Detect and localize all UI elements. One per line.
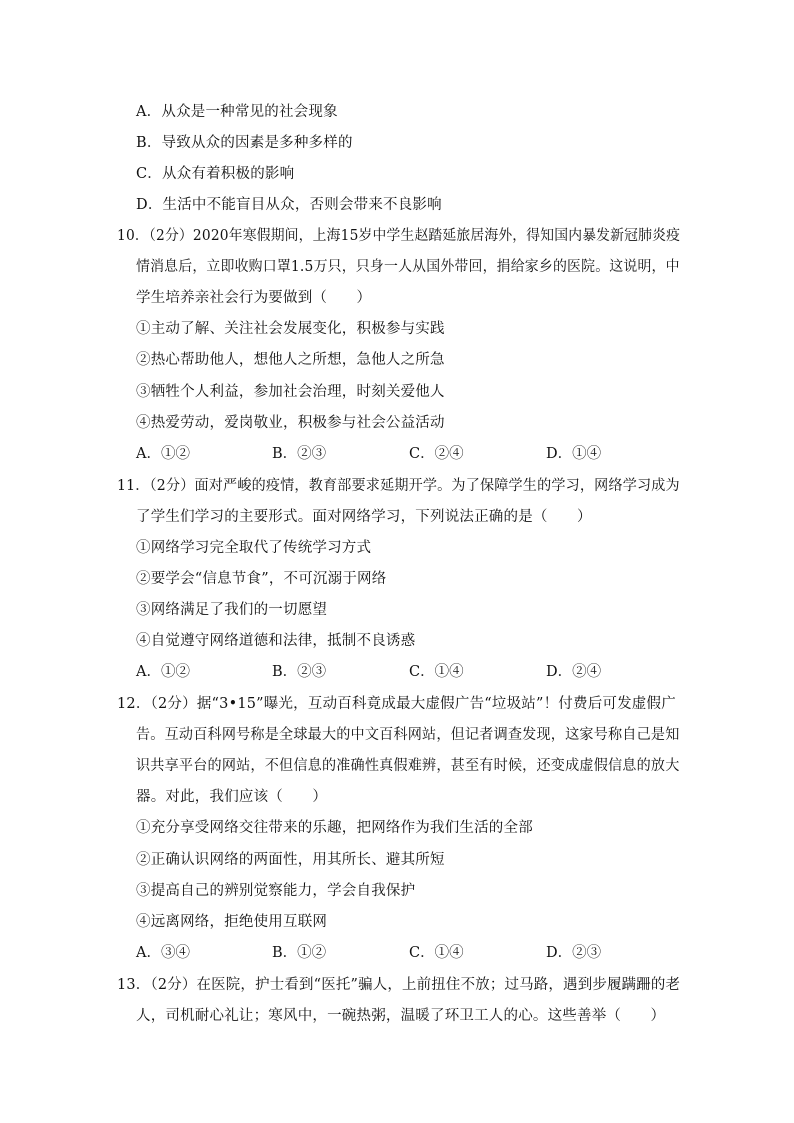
q9-option-d: D．生活中不能盲目从众，否则会带来不良影响	[136, 197, 442, 213]
q11-item-3: ③网络满足了我们的一切愿望	[136, 602, 328, 618]
q11-choice-b: B．②③	[272, 664, 327, 680]
q12-item-1: ①充分享受网络交往带来的乐趣，把网络作为我们生活的全部	[136, 820, 533, 836]
q10-stem-line-1: 10．（2分）2020年寒假期间，上海15岁中学生赵踏延旅居海外，得知国内暴发新冠肺炎疫	[117, 228, 681, 244]
q9-option-a: A．从众是一种常见的社会现象	[136, 104, 338, 120]
q11-choice-a: A．①②	[136, 664, 190, 680]
q12-choice-d: D．②③	[546, 945, 602, 961]
q11-choice-c: C．①④	[409, 664, 464, 680]
q10-choice-c: C．②④	[409, 446, 464, 462]
q11-item-2: ②要学会“信息节食”，不可沉溺于网络	[136, 571, 387, 587]
q11-stem-line-1: 11．（2分）面对严峻的疫情，教育部要求延期开学。为了保障学生的学习，网络学习成为	[117, 478, 680, 494]
q9-option-b: B．导致从众的因素是多种多样的	[136, 135, 353, 151]
q12-item-4: ④远离网络，拒绝使用互联网	[136, 914, 328, 930]
q10-choice-b: B．②③	[272, 446, 327, 462]
q12-choice-b: B．①②	[272, 945, 327, 961]
q11-item-4: ④自觉遵守网络道德和法律，抵制不良诱惑	[136, 633, 416, 649]
q10-item-1: ①主动了解、关注社会发展变化，积极参与实践	[136, 321, 445, 337]
q10-item-2: ②热心帮助他人，想他人之所想，急他人之所急	[136, 352, 445, 368]
q12-stem-line-3: 识共享平台的网站，不但信息的准确性真假难辨，甚至有时候，还变成虚假信息的放大	[136, 758, 680, 774]
q12-choice-a: A．③④	[136, 945, 190, 961]
q11-choice-d: D．②④	[546, 664, 602, 680]
q10-choice-a: A．①②	[136, 446, 190, 462]
q13-stem-line-1: 13．（2分）在医院，护士看到“医托”骗人，上前扭住不放；过马路，遇到步履蹒跚的老	[117, 977, 681, 993]
q10-item-3: ③牺牲个人利益，参加社会治理，时刻关爱他人	[136, 384, 445, 400]
q10-stem-line-3: 学生培养亲社会行为要做到（ ）	[136, 290, 372, 306]
q12-stem-line-1: 12．（2分）据“3•15”曝光，互动百科竟成最大虚假广告“垃圾站”！付费后可发虚假广	[117, 696, 676, 712]
q10-stem-line-2: 情消息后，立即收购口罩1.5万只，只身一人从国外带回，捐给家乡的医院。这说明，中	[136, 259, 680, 275]
q9-option-c: C．从众有着积极的影响	[136, 166, 295, 182]
q12-item-3: ③提高自己的辨别觉察能力，学会自我保护	[136, 883, 416, 899]
q11-item-1: ①网络学习完全取代了传统学习方式	[136, 540, 372, 556]
q11-stem-line-2: 了学生们学习的主要形式。面对网络学习，下列说法正确的是（ ）	[136, 509, 592, 525]
q12-item-2: ②正确认识网络的两面性，用其所长、避其所短	[136, 852, 445, 868]
q10-item-4: ④热爱劳动，爱岗敬业，积极参与社会公益活动	[136, 415, 445, 431]
q12-stem-line-4: 器。对此，我们应该（ ）	[136, 789, 328, 805]
q13-stem-line-2: 人，司机耐心礼让；寒风中，一碗热粥，温暖了环卫工人的心。这些善举（ ）	[136, 1008, 666, 1024]
q12-stem-line-2: 告。互动百科网号称是全球最大的中文百科网站，但记者调查发现，这家号称自己是知	[136, 727, 680, 743]
q12-choice-c: C．①④	[409, 945, 464, 961]
q10-choice-d: D．①④	[546, 446, 602, 462]
